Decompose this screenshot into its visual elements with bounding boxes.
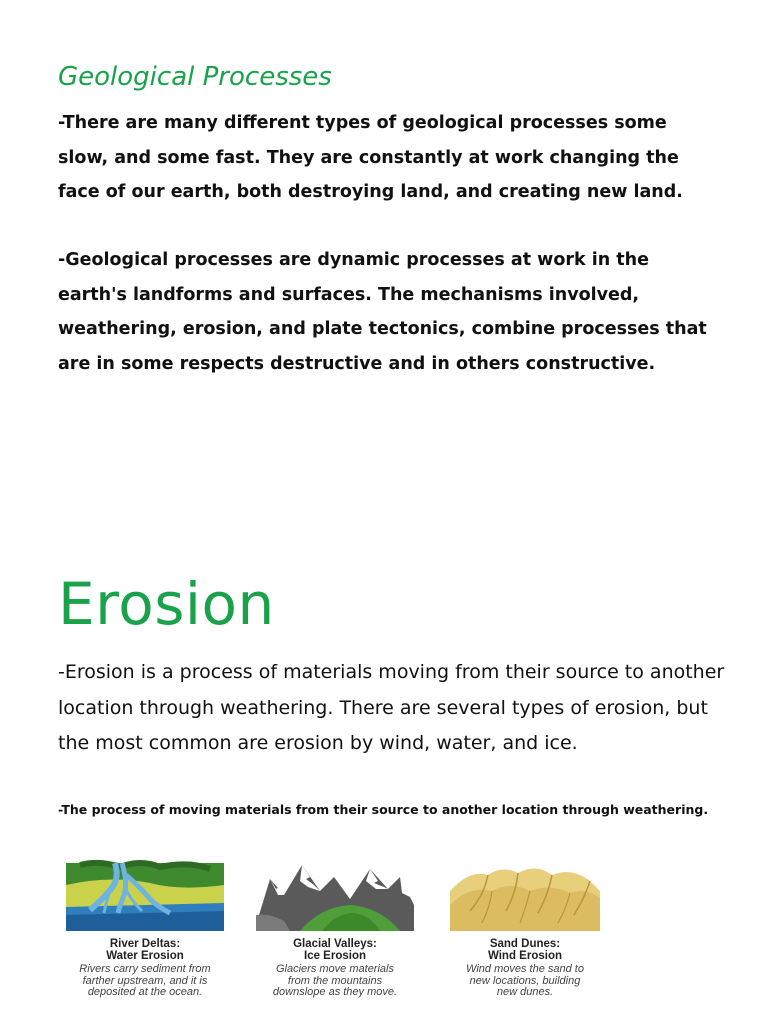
glacial-valley-title: Glacial Valleys: — [293, 938, 377, 950]
erosion-paragraph-1: -Erosion is a process of materials moving from their source to another location through weathering. There are several types of erosion, but the most common are erosion by wind, water, and ice. — [58, 661, 725, 754]
sand-dunes-subtitle: Wind Erosion — [487, 950, 562, 962]
sand-dunes-title: Sand Dunes: — [489, 938, 561, 950]
river-delta-desc-2: farther upstream, and it is — [82, 974, 208, 987]
sand-dunes-panel — [440, 855, 610, 997]
sand-dunes-desc-1: Wind moves the sand to — [466, 963, 584, 975]
river-delta-desc-1: Rivers carry sediment from — [79, 963, 211, 975]
sand-dunes-desc-3: new dunes. — [496, 986, 554, 998]
geological-processes-heading: Geological Processes — [58, 62, 332, 92]
glacial-valley-panel — [250, 855, 420, 997]
river-delta-title: River Deltas: — [109, 938, 181, 950]
erosion-paragraph-2: -The process of moving materials from their source to another location through weathering. — [58, 802, 709, 817]
geological-paragraph-2: -Geological processes are dynamic processes at work in the earth's landforms and surfaces. The mechanisms involved, weathering, erosion, and plate tectonics, combine processes that are in some respects destructive and in others constructive. — [58, 250, 707, 374]
glacial-valley-illustration — [250, 855, 420, 935]
erosion-heading: Erosion — [58, 570, 275, 638]
geological-paragraph-1: -There are many different types of geological processes some slow, and some fast. They are constantly at work changing the face of our earth, both destroying land, and creating new land. — [58, 113, 683, 202]
river-delta-panel — [60, 855, 230, 997]
river-delta-desc-3: deposited at the ocean. — [87, 986, 203, 998]
glacial-valley-desc-1: Glaciers move materials — [276, 963, 394, 975]
glacial-valley-desc-3: downslope as they move. — [272, 986, 398, 998]
river-delta-illustration — [60, 855, 230, 935]
river-delta-subtitle: Water Erosion — [106, 950, 184, 962]
sand-dunes-illustration — [440, 855, 610, 935]
glacial-valley-desc-2: from the mountains — [287, 974, 383, 987]
erosion-types-figure — [60, 855, 600, 997]
sand-dunes-desc-2: new locations, building — [469, 974, 581, 987]
glacial-valley-subtitle: Ice Erosion — [304, 950, 366, 962]
